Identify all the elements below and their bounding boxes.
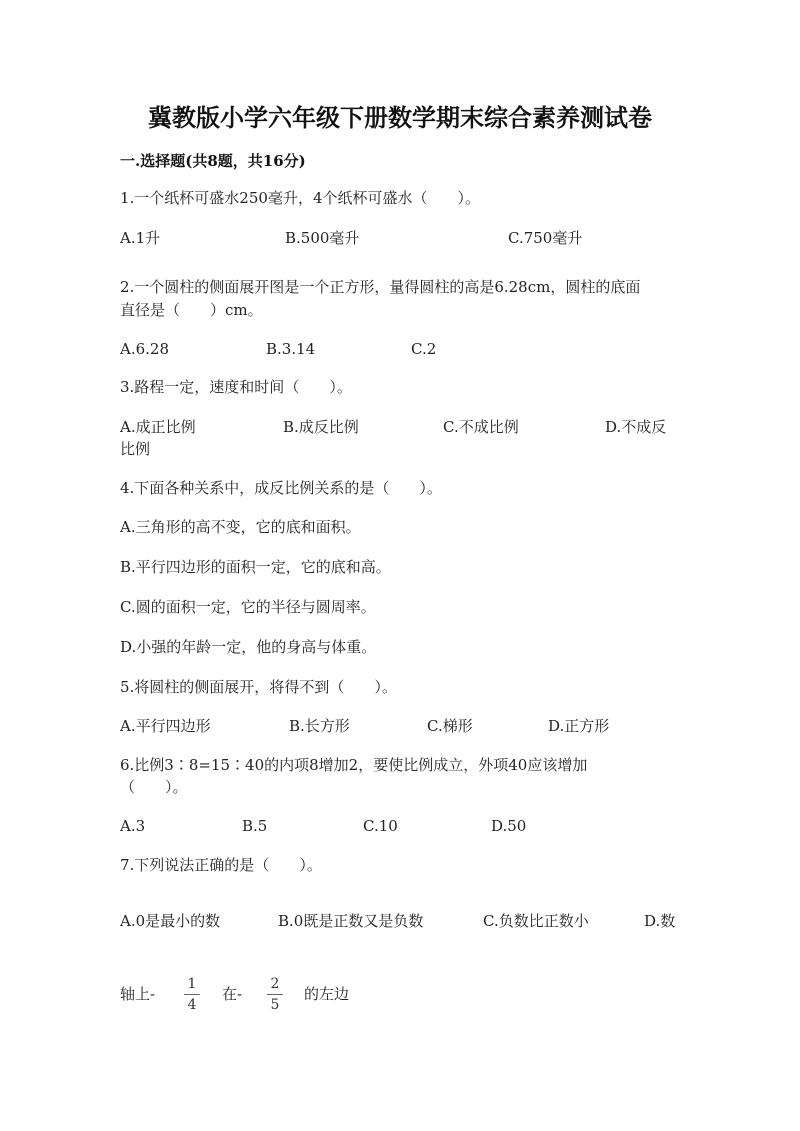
question-7-stem: 7.下列说法正确的是（ ）。: [120, 856, 322, 874]
question-5-option-d: D.正方形: [548, 717, 610, 735]
question-1-option-a: A.1升: [120, 229, 161, 247]
fraction-numerator: 1: [187, 976, 197, 992]
question-1-option-b: B.500毫升: [285, 229, 360, 247]
question-7-option-d-text-3: 的左边: [304, 985, 350, 1003]
question-6-option-b: B.5: [242, 817, 268, 835]
exam-title: 冀教版小学六年级下册数学期末综合素养测试卷: [148, 103, 652, 132]
question-2-stem-line-2: 直径是（ ）cm。: [120, 301, 263, 319]
question-6-option-d: D.50: [491, 817, 527, 835]
question-2-option-a: A.6.28: [120, 340, 169, 358]
question-5-stem: 5.将圆柱的侧面展开，将得不到（ ）。: [120, 678, 397, 696]
question-4-option-b: B.平行四边形的面积一定，它的底和高。: [120, 558, 391, 576]
question-3-stem: 3.路程一定，速度和时间（ ）。: [120, 378, 352, 396]
fraction-one-quarter: [182, 976, 202, 1013]
question-6-stem-line-2: （ ）。: [120, 778, 188, 796]
question-6-option-a: A.3: [120, 817, 146, 835]
question-4-stem: 4.下面各种关系中，成反比例关系的是（ ）。: [120, 479, 442, 497]
question-7-option-d: D.数: [644, 912, 676, 930]
fraction-denominator: 4: [187, 997, 197, 1013]
fraction-numerator: 2: [270, 976, 280, 992]
question-7-option-d-text-2: 在-: [222, 985, 243, 1003]
fraction-denominator: 5: [270, 997, 280, 1013]
question-5-option-c: C.梯形: [427, 717, 473, 735]
question-3-option-d: D.不成反: [605, 418, 667, 436]
question-4-option-d: D.小强的年龄一定，他的身高与体重。: [120, 638, 377, 656]
question-5-option-a: A.平行四边形: [120, 717, 211, 735]
question-7-option-d-text-1: 轴上-: [120, 985, 156, 1003]
question-1-option-c: C.750毫升: [508, 229, 583, 247]
fraction-two-fifths: [265, 976, 285, 1013]
question-7-option-a: A.0是最小的数: [120, 912, 221, 930]
question-3-option-a: A.成正比例: [120, 418, 196, 436]
section-heading: 一.选择题(共8题，共16分): [120, 152, 306, 170]
question-5-option-b: B.长方形: [289, 717, 350, 735]
question-4-option-a: A.三角形的高不变，它的底和面积。: [120, 518, 361, 536]
question-6-option-c: C.10: [363, 817, 398, 835]
question-2-option-b: B.3.14: [266, 340, 316, 358]
question-6-stem-line-1: 6.比例3∶8=15∶40的内项8增加2，要使比例成立，外项40应该增加: [120, 756, 588, 774]
fraction-bar: [267, 994, 283, 995]
question-3-option-d-wrap: 比例: [120, 440, 151, 458]
question-2-option-c: C.2: [411, 340, 437, 358]
question-7-option-b: B.0既是正数又是负数: [278, 912, 424, 930]
question-7-option-c: C.负数比正数小: [483, 912, 589, 930]
question-1-stem: 1.一个纸杯可盛水250毫升，4个纸杯可盛水（ ）。: [120, 189, 480, 207]
question-2-stem-line-1: 2.一个圆柱的侧面展开图是一个正方形，量得圆柱的高是6.28cm，圆柱的底面: [120, 278, 641, 296]
fraction-bar: [184, 994, 200, 995]
question-3-option-c: C.不成比例: [443, 418, 519, 436]
question-4-option-c: C.圆的面积一定，它的半径与圆周率。: [120, 598, 376, 616]
question-3-option-b: B.成反比例: [283, 418, 359, 436]
